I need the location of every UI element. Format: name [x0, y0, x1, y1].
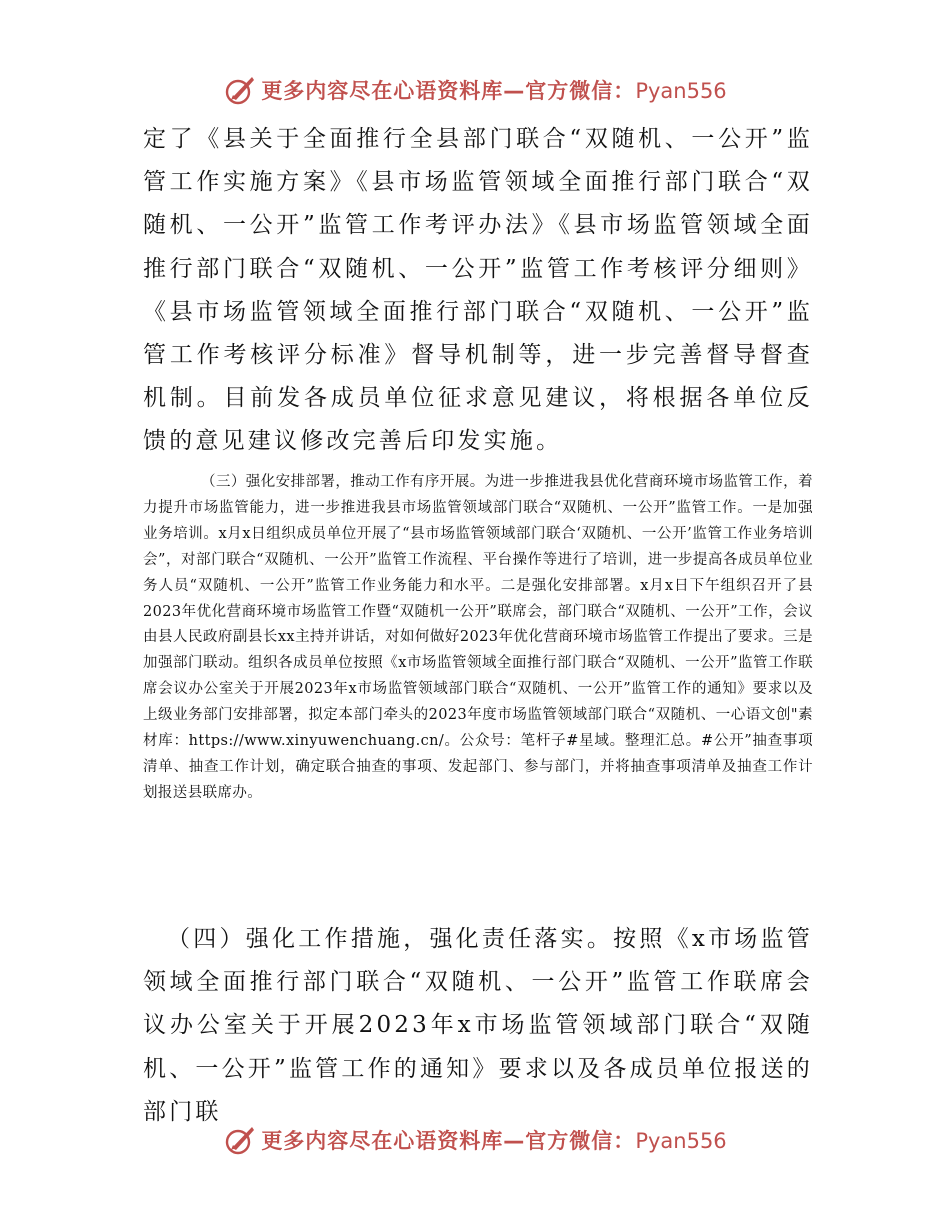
- watermark-text: 更多内容尽在心语资料库—官方微信：Pyan556: [261, 1129, 727, 1153]
- paragraph-continuation: 定了《县关于全面推行全县部门联合“双随机、一公开”监管工作实施方案》《县市场监管领域全面推行部门联合“双随机、一公开”监管工作考评办法》《县市场监管领域全面推行部门联合“双随机、一公开”监管工作考核评分细则》《县市场监管领域全面推行部门联合“双随机、一公开”监管工作考核评分标准》督导机制等，进一步完善督导督查机制。目前发各成员单位征求意见建议，将根据各单位反馈的意见建议修改完善后印发实施。: [143, 126, 813, 455]
- wechat-id: Pyan556: [635, 1129, 727, 1153]
- quill-pen-logo-icon: [223, 73, 257, 107]
- watermark-text: 更多内容尽在心语资料库—官方微信：Pyan556: [261, 79, 727, 103]
- paragraph-section-four: [143, 918, 813, 1134]
- watermark-banner-bottom: [0, 1120, 950, 1160]
- watermark-banner-top: [0, 70, 950, 110]
- paragraph-section-three-text: （三）强化安排部署，推动工作有序开展。为进一步推进我县优化营商环境市场监管工作，着力提升市场监管能力，进一步推进我县市场监管领域部门联合“双随机、一公开”监管工作。一是加强业务培训。x月x日组织成员单位开展了“县市场监管领域部门联合‘双随机、一公开’监管工作业务培训会”，对部门联合“双随机、一公开”监管工作流程、平台操作等进行了培训，进一步提高各成员单位业务人员“双随机、一公开”监管工作业务能力和水平。二是强化安排部署。x月x日下午组织召开了县2023年优化营商环境市场监管工作暨“双随机一公开”联席会，部门联合“双随机、一公开”工作，会议由县人民政府副县长xx主持并讲话，对如何做好2023年优化营商环境市场监管工作提出了要求。三是加强部门联动。组织各成员单位按照《x市场监管领域全面推行部门联合“双随机、一公开”监管工作联席会议办公室关于开展2023年x市场监管领域部门联合“双随机、一公开”监管工作的通知》要求以及上级业务部门安排部署，拟定本部门牵头的2023年度市场监管领域部门联合“双随机、一心语文创"素材库：https://www.xinyuwenchuang.cn/。公众号：笔杆子#星域。整理汇总。#公开”抽查事项清单、抽查工作计划，确定联合抽查的事项、发起部门、参与部门，并将抽查事项清单及抽查工作计划报送县联席办。: [143, 474, 813, 801]
- quill-pen-logo-icon: [223, 1123, 257, 1157]
- paragraph-section-four-text: （四）强化工作措施，强化责任落实。按照《x市场监管领域全面推行部门联合“双随机、一公开”监管工作联席会议办公室关于开展2023年x市场监管领域部门联合“双随机、一公开”监管工作的通知》要求以及各成员单位报送的部门联: [143, 926, 813, 1125]
- paragraph-section-three: [143, 470, 813, 807]
- wechat-id: Pyan556: [635, 79, 727, 103]
